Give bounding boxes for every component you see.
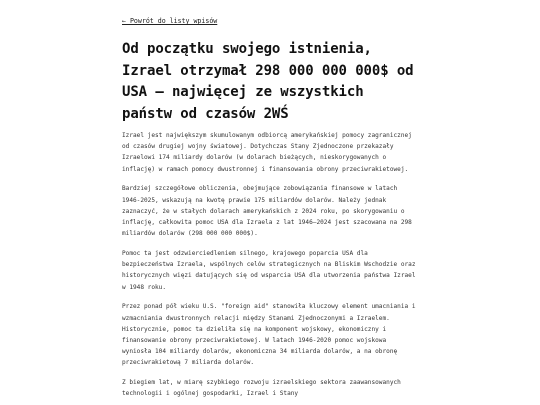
article-title: Od początku swojego istnienia, Izrael otrzymał 298 000 000 000$ od USA – najwięcej ze wszystkich państw od czasów 2WŚ	[122, 41, 414, 122]
back-to-list-link[interactable]: ← Powrót do listy wpisów	[122, 17, 218, 25]
article-paragraph: Bardziej szczegółowe obliczenia, obejmujące zobowiązania finansowe w latach 1946-2025, wskazują na kwotę prawie 175 miliardów dolarów. Należy jednak zaznaczyć, że w stałych dolarach amerykańskich z 2024 roku, po skorygowaniu o inflację, całkowita pomoc USA dla Izraela z lat 1946–2024 jest szacowana na 298 miliardów dolarów (298 000 000 000$).	[122, 185, 412, 238]
article-body	[122, 130, 418, 405]
article-paragraph: Przez ponad pół wieku U.S. "foreign aid" stanowiła kluczowy element umacniania i wzmacniania dwustronnych relacji między Stanami Zjednoczonymi a Izraelem. Historycznie, pomoc ta dzieliła się na komponent wojskowy, ekonomiczny i finansowanie obrony przeciwrakietowej. W latach 1946-2020 pomoc wojskowa wyniosła 104 miliardy dolarów, ekonomiczna 34 miliarda dolarów, a na obronę przeciwrakietową 7 miliarda dolarów.	[122, 303, 416, 367]
article-paragraph: Pomoc ta jest odzwierciedleniem silnego, krajowego poparcia USA dla bezpieczeństwa Izraela, wspólnych celów strategicznych na Bliskim Wschodzie oraz historycznych więzi datujących się od wsparcia USA dla utworzenia państwa Izrael w 1948 roku.	[122, 250, 416, 291]
article-paragraph: Izrael jest największym skumulowanym odbiorcą amerykańskiej pomocy zagranicznej od czasów drugiej wojny światowej. Dotychczas Stany Zjednoczone przekazały Izraelowi 174 miliardy dolarów (w dolarach bieżących, nieskorygowanych o inflację) w ramach pomocy dwustronnej i finansowania obrony przeciwrakietowej.	[122, 132, 412, 173]
article-paragraph: Z biegiem lat, w miarę szybkiego rozwoju izraelskiego sektora zaawansowanych technologii i ogólnej gospodarki, Izrael i Stany	[122, 379, 401, 398]
